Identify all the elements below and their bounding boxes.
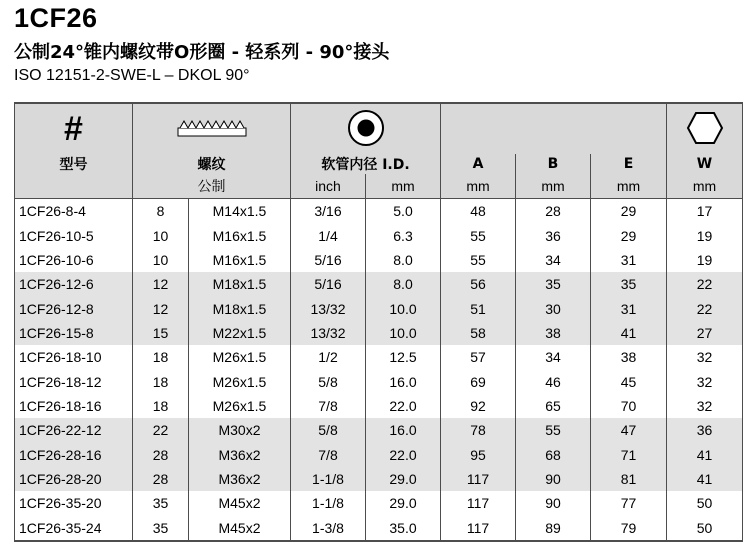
thread-cell: M45x2: [189, 515, 291, 541]
w-cell: 32: [667, 345, 743, 369]
w-cell: 17: [667, 199, 743, 224]
hose-inch-cell: 7/8: [291, 394, 366, 418]
b-cell: 46: [516, 369, 591, 393]
e-cell: 70: [591, 394, 667, 418]
e-cell: 79: [591, 515, 667, 541]
a-cell: 55: [441, 223, 516, 247]
w-cell: 22: [667, 272, 743, 296]
thread-cell: M16x1.5: [189, 248, 291, 272]
w-header: W: [667, 154, 743, 174]
hose-inch-cell: 5/8: [291, 418, 366, 442]
dn-cell: 12: [133, 272, 189, 296]
table-row: [15, 272, 743, 296]
a-cell: 78: [441, 418, 516, 442]
w-cell: 22: [667, 296, 743, 320]
a-icon-cell: [441, 103, 516, 154]
hose-mm-cell: 12.5: [366, 345, 441, 369]
w-cell: 41: [667, 467, 743, 491]
thread-cell: M36x2: [189, 467, 291, 491]
a-cell: 95: [441, 442, 516, 466]
hose-mm-cell: 29.0: [366, 467, 441, 491]
standard-reference: ISO 12151-2-SWE-L – DKOL 90°: [14, 67, 250, 84]
w-cell: 36: [667, 418, 743, 442]
hose-mm-cell: 5.0: [366, 199, 441, 224]
a-cell: 48: [441, 199, 516, 224]
dn-cell: 10: [133, 223, 189, 247]
e-cell: 47: [591, 418, 667, 442]
w-cell: 32: [667, 394, 743, 418]
e-cell: 29: [591, 199, 667, 224]
dn-cell: 18: [133, 394, 189, 418]
b-cell: 38: [516, 321, 591, 345]
a-cell: 117: [441, 467, 516, 491]
part-number-cell: 1CF26-12-6: [15, 272, 133, 296]
part-number-cell: 1CF26-10-6: [15, 248, 133, 272]
a-cell: 117: [441, 515, 516, 541]
hose-id-header: 软管内径 I.D.: [291, 154, 441, 174]
part-number-cell: 1CF26-18-16: [15, 394, 133, 418]
hose-mm-cell: 35.0: [366, 515, 441, 541]
dn-cell: 12: [133, 296, 189, 320]
part-unit-empty: [15, 174, 133, 199]
thread-cell: M16x1.5: [189, 223, 291, 247]
a-cell: 56: [441, 272, 516, 296]
hose-inch-cell: 1-1/8: [291, 491, 366, 515]
thread-cell: M26x1.5: [189, 345, 291, 369]
table-row: [15, 442, 743, 466]
part-number-cell: 1CF26-8-4: [15, 199, 133, 224]
dn-cell: 10: [133, 248, 189, 272]
b-cell: 36: [516, 223, 591, 247]
w-cell: 50: [667, 515, 743, 541]
b-cell: 68: [516, 442, 591, 466]
part-number-cell: 1CF26-35-24: [15, 515, 133, 541]
w-cell: 41: [667, 442, 743, 466]
thread-icon-cell: [133, 103, 291, 154]
hose-inch-cell: 1/2: [291, 345, 366, 369]
w-cell: 50: [667, 491, 743, 515]
a-header: A: [441, 154, 516, 174]
e-cell: 31: [591, 248, 667, 272]
b-cell: 55: [516, 418, 591, 442]
table-row: [15, 296, 743, 320]
a-unit: mm: [441, 174, 516, 199]
hose-mm-cell: 8.0: [366, 272, 441, 296]
e-cell: 31: [591, 296, 667, 320]
hose-mm-cell: 8.0: [366, 248, 441, 272]
e-unit: mm: [591, 174, 667, 199]
b-cell: 34: [516, 345, 591, 369]
hose-inch-cell: 5/16: [291, 272, 366, 296]
hose-icon-cell: [291, 103, 441, 154]
table-row: [15, 369, 743, 393]
hash-icon: #: [64, 110, 83, 148]
w-unit: mm: [667, 174, 743, 199]
part-number-cell: 1CF26-35-20: [15, 491, 133, 515]
part-number-icon-cell: [15, 103, 133, 154]
a-cell: 117: [441, 491, 516, 515]
hose-inch-cell: 5/8: [291, 369, 366, 393]
e-cell: 35: [591, 272, 667, 296]
table-row: [15, 199, 743, 224]
b-cell: 30: [516, 296, 591, 320]
b-cell: 90: [516, 491, 591, 515]
dn-cell: 35: [133, 515, 189, 541]
b-cell: 28: [516, 199, 591, 224]
thread-cell: M30x2: [189, 418, 291, 442]
table-row: [15, 321, 743, 345]
b-cell: 35: [516, 272, 591, 296]
table-header: [15, 103, 743, 199]
table-row: [15, 223, 743, 247]
fitting-spec-table: [14, 102, 743, 542]
page-title: 1CF26: [14, 3, 98, 33]
b-icon-cell: [516, 103, 591, 154]
hose-mm-cell: 22.0: [366, 442, 441, 466]
hose-mm-cell: 6.3: [366, 223, 441, 247]
hose-mm-cell: 10.0: [366, 296, 441, 320]
e-cell: 71: [591, 442, 667, 466]
thread-cell: M18x1.5: [189, 296, 291, 320]
hose-mm-cell: 16.0: [366, 369, 441, 393]
e-cell: 29: [591, 223, 667, 247]
hose-mm-cell: 16.0: [366, 418, 441, 442]
part-number-cell: 1CF26-18-10: [15, 345, 133, 369]
hose-cross-section-icon: [346, 108, 386, 148]
hose-mm-cell: 10.0: [366, 321, 441, 345]
e-cell: 45: [591, 369, 667, 393]
a-cell: 55: [441, 248, 516, 272]
table-row: [15, 394, 743, 418]
hexagon-icon: [686, 111, 724, 145]
thread-cell: M45x2: [189, 491, 291, 515]
dn-cell: 15: [133, 321, 189, 345]
hose-inch-unit: inch: [291, 174, 366, 199]
thread-header: 螺纹: [133, 154, 291, 174]
hose-inch-cell: 5/16: [291, 248, 366, 272]
w-cell: 27: [667, 321, 743, 345]
thread-profile-icon: [177, 118, 247, 138]
a-cell: 51: [441, 296, 516, 320]
hose-inch-cell: 1/4: [291, 223, 366, 247]
hose-inch-cell: 1-3/8: [291, 515, 366, 541]
w-cell: 19: [667, 248, 743, 272]
table-row: [15, 418, 743, 442]
dn-cell: 28: [133, 442, 189, 466]
hose-inch-cell: 13/32: [291, 296, 366, 320]
b-cell: 34: [516, 248, 591, 272]
hose-mm-cell: 22.0: [366, 394, 441, 418]
table-row: [15, 345, 743, 369]
hose-inch-cell: 3/16: [291, 199, 366, 224]
thread-cell: M22x1.5: [189, 321, 291, 345]
b-header: B: [516, 154, 591, 174]
hose-mm-unit: mm: [366, 174, 441, 199]
a-cell: 69: [441, 369, 516, 393]
a-cell: 58: [441, 321, 516, 345]
table-row: [15, 248, 743, 272]
thread-cell: M14x1.5: [189, 199, 291, 224]
dn-cell: 8: [133, 199, 189, 224]
table-body: [15, 199, 743, 542]
part-number-header: 型号: [15, 154, 133, 174]
dn-cell: 18: [133, 345, 189, 369]
thread-cell: M36x2: [189, 442, 291, 466]
b-cell: 90: [516, 467, 591, 491]
hose-inch-cell: 13/32: [291, 321, 366, 345]
e-cell: 41: [591, 321, 667, 345]
dn-cell: 22: [133, 418, 189, 442]
page-subtitle: 公制24°锥内螺纹带O形圈 - 轻系列 - 90°接头: [14, 42, 390, 63]
w-icon-cell: [667, 103, 743, 154]
b-cell: 89: [516, 515, 591, 541]
table-row: [15, 467, 743, 491]
hose-inch-cell: 7/8: [291, 442, 366, 466]
w-cell: 19: [667, 223, 743, 247]
part-number-cell: 1CF26-12-8: [15, 296, 133, 320]
table-row: [15, 491, 743, 515]
e-header: E: [591, 154, 667, 174]
b-cell: 65: [516, 394, 591, 418]
e-icon-cell: [591, 103, 667, 154]
part-number-cell: 1CF26-28-20: [15, 467, 133, 491]
a-cell: 92: [441, 394, 516, 418]
b-unit: mm: [516, 174, 591, 199]
dn-cell: 28: [133, 467, 189, 491]
thread-cell: M26x1.5: [189, 369, 291, 393]
part-number-cell: 1CF26-28-16: [15, 442, 133, 466]
e-cell: 77: [591, 491, 667, 515]
hose-inch-cell: 1-1/8: [291, 467, 366, 491]
part-number-cell: 1CF26-15-8: [15, 321, 133, 345]
table-row: [15, 515, 743, 541]
e-cell: 81: [591, 467, 667, 491]
e-cell: 38: [591, 345, 667, 369]
dn-cell: 35: [133, 491, 189, 515]
thread-sub-header: 公制: [133, 174, 291, 199]
thread-cell: M18x1.5: [189, 272, 291, 296]
part-number-cell: 1CF26-22-12: [15, 418, 133, 442]
thread-cell: M26x1.5: [189, 394, 291, 418]
part-number-cell: 1CF26-10-5: [15, 223, 133, 247]
a-cell: 57: [441, 345, 516, 369]
dn-cell: 18: [133, 369, 189, 393]
w-cell: 32: [667, 369, 743, 393]
part-number-cell: 1CF26-18-12: [15, 369, 133, 393]
hose-mm-cell: 29.0: [366, 491, 441, 515]
